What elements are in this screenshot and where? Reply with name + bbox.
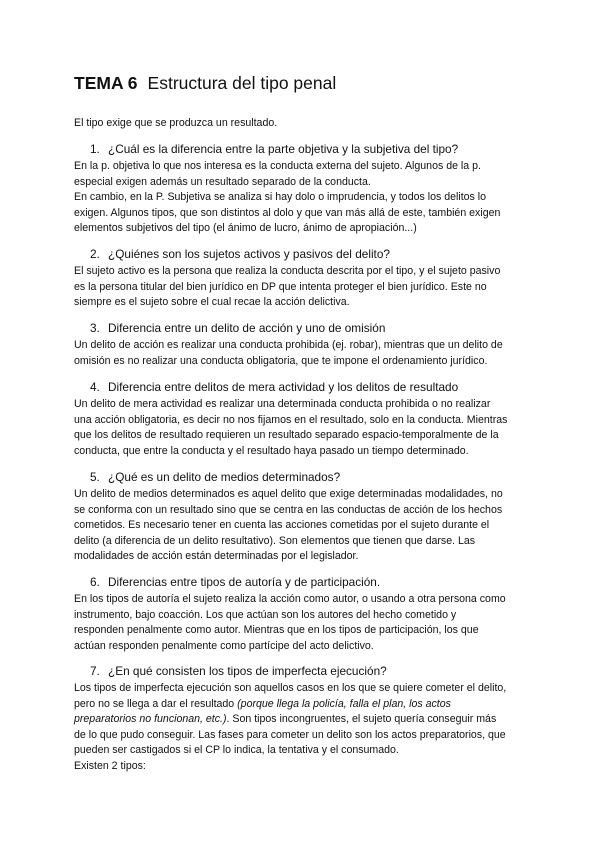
section-7	[74, 664, 534, 775]
section-answer	[74, 338, 534, 369]
answer-line: En cambio, en la P. Subjetiva se analiza si hay dolo o imprudencia, y todos los delitos lo	[74, 191, 487, 204]
section-6	[74, 575, 534, 654]
section-number: 7.	[90, 664, 100, 678]
answer-line	[74, 712, 534, 728]
section-question: ¿Qué es un delito de medios determinados?	[108, 470, 341, 484]
section-answer	[74, 397, 534, 459]
answer-line: Los tipos de imperfecta ejecución son aquellos casos en los que se quiere cometer el delito,	[74, 682, 507, 694]
section-question: Diferencia entre un delito de acción y uno de omisión	[108, 321, 386, 335]
section-answer	[74, 681, 534, 775]
answer-line: conducta, que entre la conducta y el resultado haya pasado un tiempo determinado.	[74, 444, 469, 457]
answer-line: elementos subjetivos del tipo (el ánimo de lucro, ánimo de apropiación...)	[74, 222, 417, 235]
section-heading	[90, 664, 534, 679]
section-heading	[90, 142, 534, 157]
answer-line: Existen 2 tipos:	[74, 759, 146, 772]
section-number: 3.	[90, 321, 100, 335]
section-4	[74, 380, 534, 459]
answer-line: es la persona titular del bien jurídico en DP que intenta proteger el bien jurídico. Este no	[74, 280, 487, 293]
section-heading	[90, 321, 534, 336]
tema-title: Estructura del tipo penal	[147, 73, 337, 93]
section-answer	[74, 159, 534, 237]
answer-line: especial exigen además un resultado separado de la conducta.	[74, 175, 371, 188]
section-2	[74, 247, 534, 311]
section-number: 6.	[90, 575, 100, 589]
italic-aside: (porque llega la policía, falla el plan, los actos	[237, 697, 451, 710]
section-number: 1.	[90, 142, 100, 156]
section-number: 5.	[90, 470, 100, 484]
section-question: Diferencia entre delitos de mera actividad y los delitos de resultado	[108, 380, 459, 394]
tema-number: TEMA 6	[74, 73, 138, 93]
section-question: ¿Quiénes son los sujetos activos y pasivos del delito?	[108, 247, 390, 261]
answer-line: exigen. Algunos tipos, que son distintos al dolo y que van más allá de este, también exigen	[74, 206, 501, 219]
section-answer	[74, 487, 534, 565]
answer-line: responden penalmente como autor. Mientras que en los tipos de participación, los que	[74, 624, 479, 637]
section-heading	[90, 247, 534, 262]
answer-line: se conforma con un resultado sino que se centra en las conductas de acción de los hechos	[74, 503, 503, 516]
italic-aside: preparatorios no funcionan, etc.)	[74, 713, 227, 726]
intro-paragraph: El tipo exige que se produzca un resultado.	[74, 117, 278, 129]
section-1	[74, 142, 534, 237]
answer-line: En los tipos de autoría el sujeto realiza la acción como autor, o usando a otra persona como	[74, 593, 506, 605]
answer-text: . Son tipos incongruentes, el sujeto quería conseguir más	[226, 713, 497, 726]
answer-line: El sujeto activo es la persona que realiza la conducta descrita por el tipo, y el sujeto pasivo	[74, 265, 501, 277]
answer-line	[74, 697, 534, 713]
answer-line: Un delito de acción es realizar una conducta prohibida (ej. robar), mientras que un delito de	[74, 339, 503, 351]
answer-line: modalidades de acción están determinadas por el legislador.	[74, 550, 359, 563]
section-question: ¿En qué consisten los tipos de imperfecta ejecución?	[108, 664, 387, 678]
section-heading	[90, 470, 534, 485]
section-question: ¿Cuál es la diferencia entre la parte objetiva y la subjetiva del tipo?	[108, 142, 459, 156]
answer-line: omisión es no realizar una conducta obligatoria, que te impone el ordenamiento jurídico.	[74, 354, 488, 367]
answer-text: pero no se llega a dar el resultado	[74, 697, 235, 710]
answer-line: pueden ser castigados si el CP lo indica, la tentativa y el consumado.	[74, 744, 399, 757]
section-number: 2.	[90, 247, 100, 261]
section-heading	[90, 575, 534, 590]
section-3	[74, 321, 534, 369]
answer-line: de lo que pudo conseguir. Las fases para cometer un delito son los actos preparatorios, que	[74, 728, 506, 741]
section-answer	[74, 592, 534, 654]
answer-line: Un delito de medios determinados es aquel delito que exige determinadas modalidades, no	[74, 488, 503, 500]
section-number: 4.	[90, 380, 100, 394]
answer-line: Un delito de mera actividad es realizar una determinada conducta prohibida o no realizar	[74, 398, 491, 410]
answer-line: cometidos. Es necesario tener en cuenta las acciones cometidas por el sujeto durante el	[74, 519, 490, 532]
section-heading	[90, 380, 534, 395]
section-5	[74, 470, 534, 565]
answer-line: una acción obligatoria, es decir no nos fijamos en el resultado, solo en la conducta. Mientras	[74, 413, 508, 426]
answer-line: actúan responden penalmente como partícipe del acto delictivo.	[74, 639, 374, 652]
answer-line: instrumento, bajo coacción. Los que actúan son los autores del hecho cometido y	[74, 608, 457, 621]
answer-line: delito (a diferencia de un delito resultativo). Son elementos que tienen que darse. Las	[74, 534, 476, 547]
section-question: Diferencias entre tipos de autoría y de participación.	[108, 575, 381, 589]
answer-line: que los delitos de resultado requieren un resultado separado espacio-temporalmente de la	[74, 429, 499, 442]
answer-line: siempre es el sujeto sobre el cual recae la acción delictiva.	[74, 296, 350, 309]
answer-line: En la p. objetiva lo que nos interesa es la conducta externa del sujeto. Algunos de la p.	[74, 160, 481, 172]
page-title	[74, 73, 336, 94]
section-answer	[74, 264, 534, 311]
